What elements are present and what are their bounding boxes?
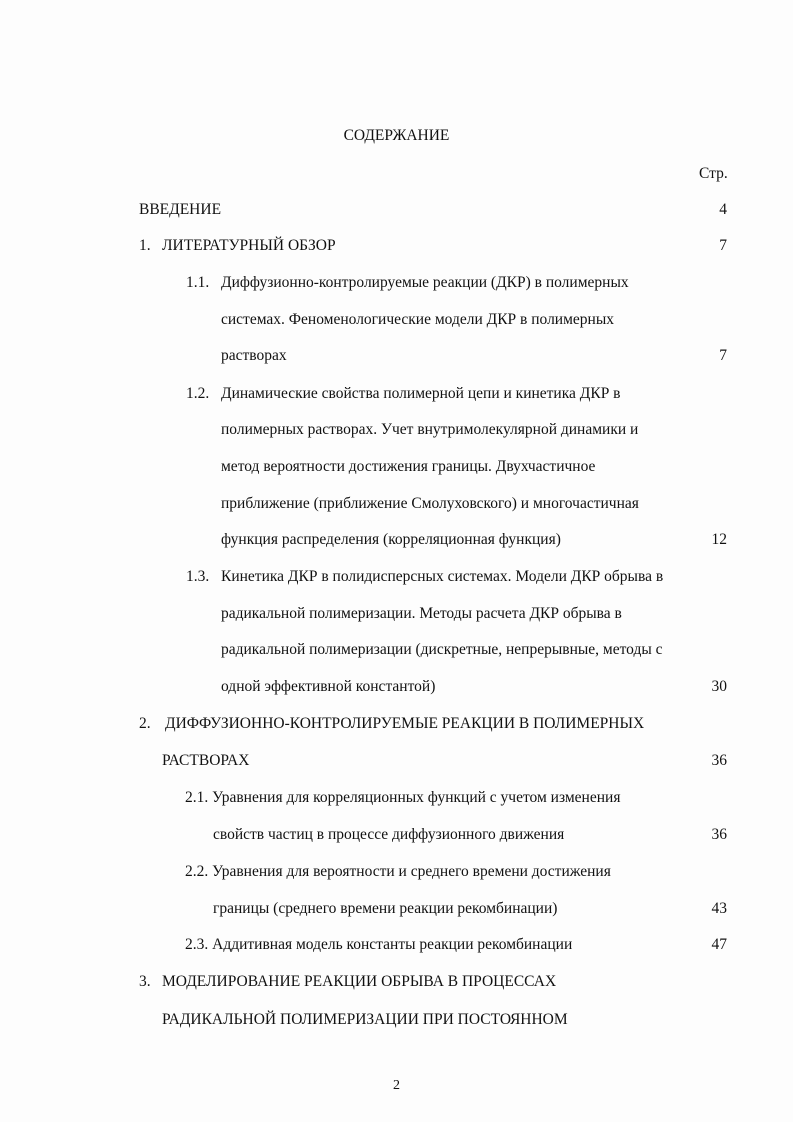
toc-entry-line: Кинетика ДКР в полидисперсных системах. Модели ДКР обрыва в xyxy=(221,568,664,585)
toc-entry-number: 3. xyxy=(139,973,151,990)
toc-entry-number: 1.1. xyxy=(186,274,210,291)
toc-page-number: 36 xyxy=(711,752,727,769)
toc-entry-line: полимерных растворах. Учет внутримолекулярной динамики и xyxy=(221,421,639,438)
toc-entry-line: свойств частиц в процессе диффузионного движения xyxy=(213,826,565,843)
toc-entry-line: границы (среднего времени реакции рекомбинации) xyxy=(213,900,558,917)
toc-entry-line: Диффузионно-контролируемые реакции (ДКР) в полимерных xyxy=(221,274,629,291)
page-column-header: Стр. xyxy=(699,165,728,182)
toc-entry-line: ДИФФУЗИОННО-КОНТРОЛИРУЕМЫЕ РЕАКЦИИ В ПОЛИМЕРНЫХ xyxy=(165,715,645,732)
toc-entry-line: функция распределения (корреляционная функция) xyxy=(221,531,561,548)
toc-page-number: 12 xyxy=(711,531,727,548)
toc-page-number: 47 xyxy=(711,936,727,953)
toc-entry-number: 1.3. xyxy=(186,568,210,585)
toc-entry-number: 1. xyxy=(139,237,151,254)
toc-entry-line: одной эффективной константой) xyxy=(221,678,436,695)
toc-entry-line: Динамические свойства полимерной цепи и кинетика ДКР в xyxy=(221,385,621,402)
toc-page-number: 36 xyxy=(711,826,727,843)
toc-entry-line: РАСТВОРАХ xyxy=(162,752,250,769)
toc-entry-number: 2. xyxy=(139,715,151,732)
toc-page-number: 43 xyxy=(711,900,727,917)
toc-entry-line: радикальной полимеризации (дискретные, непрерывные, методы с xyxy=(221,641,663,658)
toc-entry-number: 1.2. xyxy=(186,385,210,402)
toc-entry-line: приближение (приближение Смолуховского) и многочастичная xyxy=(221,495,639,512)
toc-page-number: 7 xyxy=(719,347,727,364)
toc-entry-line: метод вероятности достижения границы. Двухчастичное xyxy=(221,458,596,475)
toc-entry-label: ВВЕДЕНИЕ xyxy=(139,201,222,218)
toc-entry-line: 2.2. Уравнения для вероятности и среднего времени достижения xyxy=(185,863,611,880)
toc-page-number: 4 xyxy=(719,201,727,218)
toc-entry-label: ЛИТЕРАТУРНЫЙ ОБЗОР xyxy=(162,237,336,254)
toc-entry-line: 2.3. Аддитивная модель константы реакции рекомбинации xyxy=(185,936,573,953)
toc-entry-line: 2.1. Уравнения для корреляционных функций с учетом изменения xyxy=(185,789,621,806)
toc-entry-line: системах. Феноменологические модели ДКР в полимерных xyxy=(221,311,615,328)
toc-page-number: 30 xyxy=(711,678,727,695)
toc-page-number: 7 xyxy=(719,237,727,254)
toc-entry-line: РАДИКАЛЬНОЙ ПОЛИМЕРИЗАЦИИ ПРИ ПОСТОЯННОМ xyxy=(162,1011,568,1028)
toc-entry-line: МОДЕЛИРОВАНИЕ РЕАКЦИИ ОБРЫВА В ПРОЦЕССАХ xyxy=(162,973,557,990)
page-title: СОДЕРЖАНИЕ xyxy=(343,127,450,144)
toc-entry-line: радикальной полимеризации. Методы расчета ДКР обрыва в xyxy=(221,605,622,622)
toc-entry-line: растворах xyxy=(221,347,287,364)
page-number: 2 xyxy=(393,1078,400,1093)
